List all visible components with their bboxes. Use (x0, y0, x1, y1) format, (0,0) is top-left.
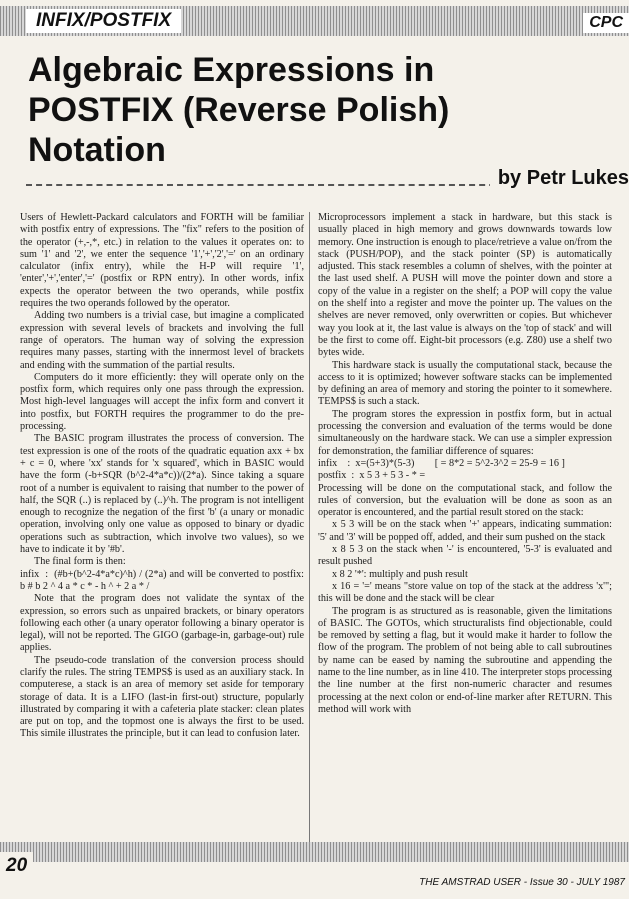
paragraph: This hardware stack is usually the computational stack, because the access to it is optimized; however software stacks can be implemented by defining an area of memory and storing the pointer to it somewhere. TEMPS$ is such a stack. (318, 359, 612, 408)
title-line: Algebraic Expressions in (28, 51, 435, 89)
column-divider (309, 212, 310, 842)
title-line: Notation (28, 131, 166, 169)
footer-band (0, 842, 629, 862)
byline: by Petr Lukes (490, 167, 629, 190)
title-line: POSTFIX (Reverse Polish) (28, 91, 450, 129)
stack-step: x 8 5 3 on the stack when '-' is encountered, '5-3' is evaluated and result pushed (318, 544, 612, 568)
paragraph: The program stores the expression in postfix form, but in actual processing the conversion and evaluation of the terms would be done simultaneously on the hardware stack. We can use a simpler expression for demonstration, the familiar difference of squares: (318, 408, 612, 457)
paragraph: Adding two numbers is a trivial case, but imagine a complicated expression with several levels of brackets and involving the full range of operators. The human way of solving the expression requires many passes, starting with the innermost level of brackets and ending with the summation of the partial results. (20, 310, 304, 371)
paragraph: The final form is then: (34, 556, 126, 568)
left-column (20, 212, 310, 741)
paragraph: Note that the program does not validate the syntax of the expression, so errors such as unpaired brackets, or binary operators following each other (a unary operator following a binary operator is legal), will not be reported. The GIGO (garbage-in, garbage-out) rule applies. (20, 593, 304, 654)
paragraph: The BASIC program illustrates the process of conversion. The test expression is one of the roots of the quadratic equation axx + bx + c = 0, where 'xx' stands for 'x squared', which in BASIC would have the form (-b+SQR (b^2-4*a*c))/(2*a). Since taking a square root of a number is equivalent to raising that number to the power of half, the SQR (..) is replaced by (..)^h. The program is not intelligent enough to recognize the negation of the first 'b' (a unary or monadic operation, involving only one value as opposed to binary or dyadic operations such as subtraction, which involve two values), so we have to indicate it by '#b'. (20, 433, 304, 556)
conversion-example: infix : (#b+(b^2-4*a*c)^h) / (2*a) and will be converted to postfix: b # b 2 ^ 4 a * c * - h ^ + 2 a * / (20, 568, 310, 592)
article-title (28, 50, 588, 170)
paragraph: Microprocessors implement a stack in hardware, but this stack is usually placed in high memory and grows downwards towards low memory. One instruction is enough to place/retrieve a value on/from the stack (PUSH/POP), and the stack pointer (SP) is automatically adjusted. This stack resembles a column of shelves, with the pointer at the last used shelf. A PUSH will move the pointer down and store a copy of the value in a register on the shelf; a POP will copy the value on the shelf into a register and move the pointer up. The values on the shelves are never removed, only overwritten or copies. But whichever way you look at it, the last value is always on the 'top of stack' and will be the first to come off. Eight-bit processors (e.g. Z80) use a shelf two bytes wide. (318, 212, 612, 359)
stack-step: x 5 3 will be on the stack when '+' appears, indicating summation: '5' and '3' will be popped off, added, and their sum pushed on the stack (318, 519, 612, 543)
stack-step: x 8 2 '*': multiply and push result (332, 568, 468, 580)
postfix-example: postfix : x 5 3 + 5 3 - * = (318, 470, 426, 482)
stack-step: x 16 = '=' means "store value on top of the stack at the address 'x'"; this will be done and the stack will be clear (318, 580, 612, 605)
platform-tag: CPC (583, 13, 629, 33)
paragraph: The pseudo-code translation of the conversion process should clarify the rules. The string TEMPS$ is used as an auxiliary stack. In computerese, a stack is an area of memory set aside for temporary storage of data. It is a LIFO (last-in first-out) structure, popularly illustrated by comparing it with a cafeteria plate stacker: clean plates are put on top, and the topmost one is always the first to be used. This simile illustrates the principle, but it can lead to confusion later. (20, 654, 304, 740)
paragraph: Users of Hewlett-Packard calculators and FORTH will be familiar with postfix entry of expressions. The "fix" refers to the position of the operator (+,-,*, etc.) in relation to the values it operates on: to sum '1' and '2', we enter the sequence '1','+','2','=' on an ordinary calculator (infix entry), while the H-P will require '1', 'enter','+','enter','=' (postfix or RPN entry). In other words, infix expects the operator between the two operands, while postfix requires the two operands followed by the operator. (20, 212, 304, 310)
page-number: 20 (0, 852, 33, 880)
header-band (0, 6, 629, 36)
right-column (318, 212, 612, 716)
paragraph: Computers do it more efficiently: they will operate only on the postfix form, which requires only one pass through the expression. Most high-level languages will accept the infix form and convert it into postfix, but FORTH requires the programmer to do the pre-processing. (20, 371, 304, 433)
paragraph: The program is as structured as is reasonable, given the limitations of BASIC. The GOTOs, which structuralists find objectionable, could be removed by setting a flag, but it would make it harder to follow the flow of the program. The problem of not being able to call subroutines by name can be eased by naming the subroutine and appending the name to the line number, as in line 410. The interpreter stops processing the line number at the first non-numeric character and resumes processing at the next colon or end-of-line marker after RETURN. This method will work with (318, 605, 612, 715)
magazine-credit: THE AMSTRAD USER - Issue 30 - JULY 1987 (415, 876, 629, 890)
infix-example: infix : x=(5+3)*(5-3) [ = 8*2 = 5^2-3^2 = 25-9 = 16 ] (318, 457, 565, 469)
paragraph: Processing will be done on the computational stack, and follow the rules of conversion, but the evaluation will be done as soon as an operator is encountered, and the partial result stored on the stack: (318, 482, 612, 519)
section-tag: INFIX/POSTFIX (26, 9, 181, 33)
